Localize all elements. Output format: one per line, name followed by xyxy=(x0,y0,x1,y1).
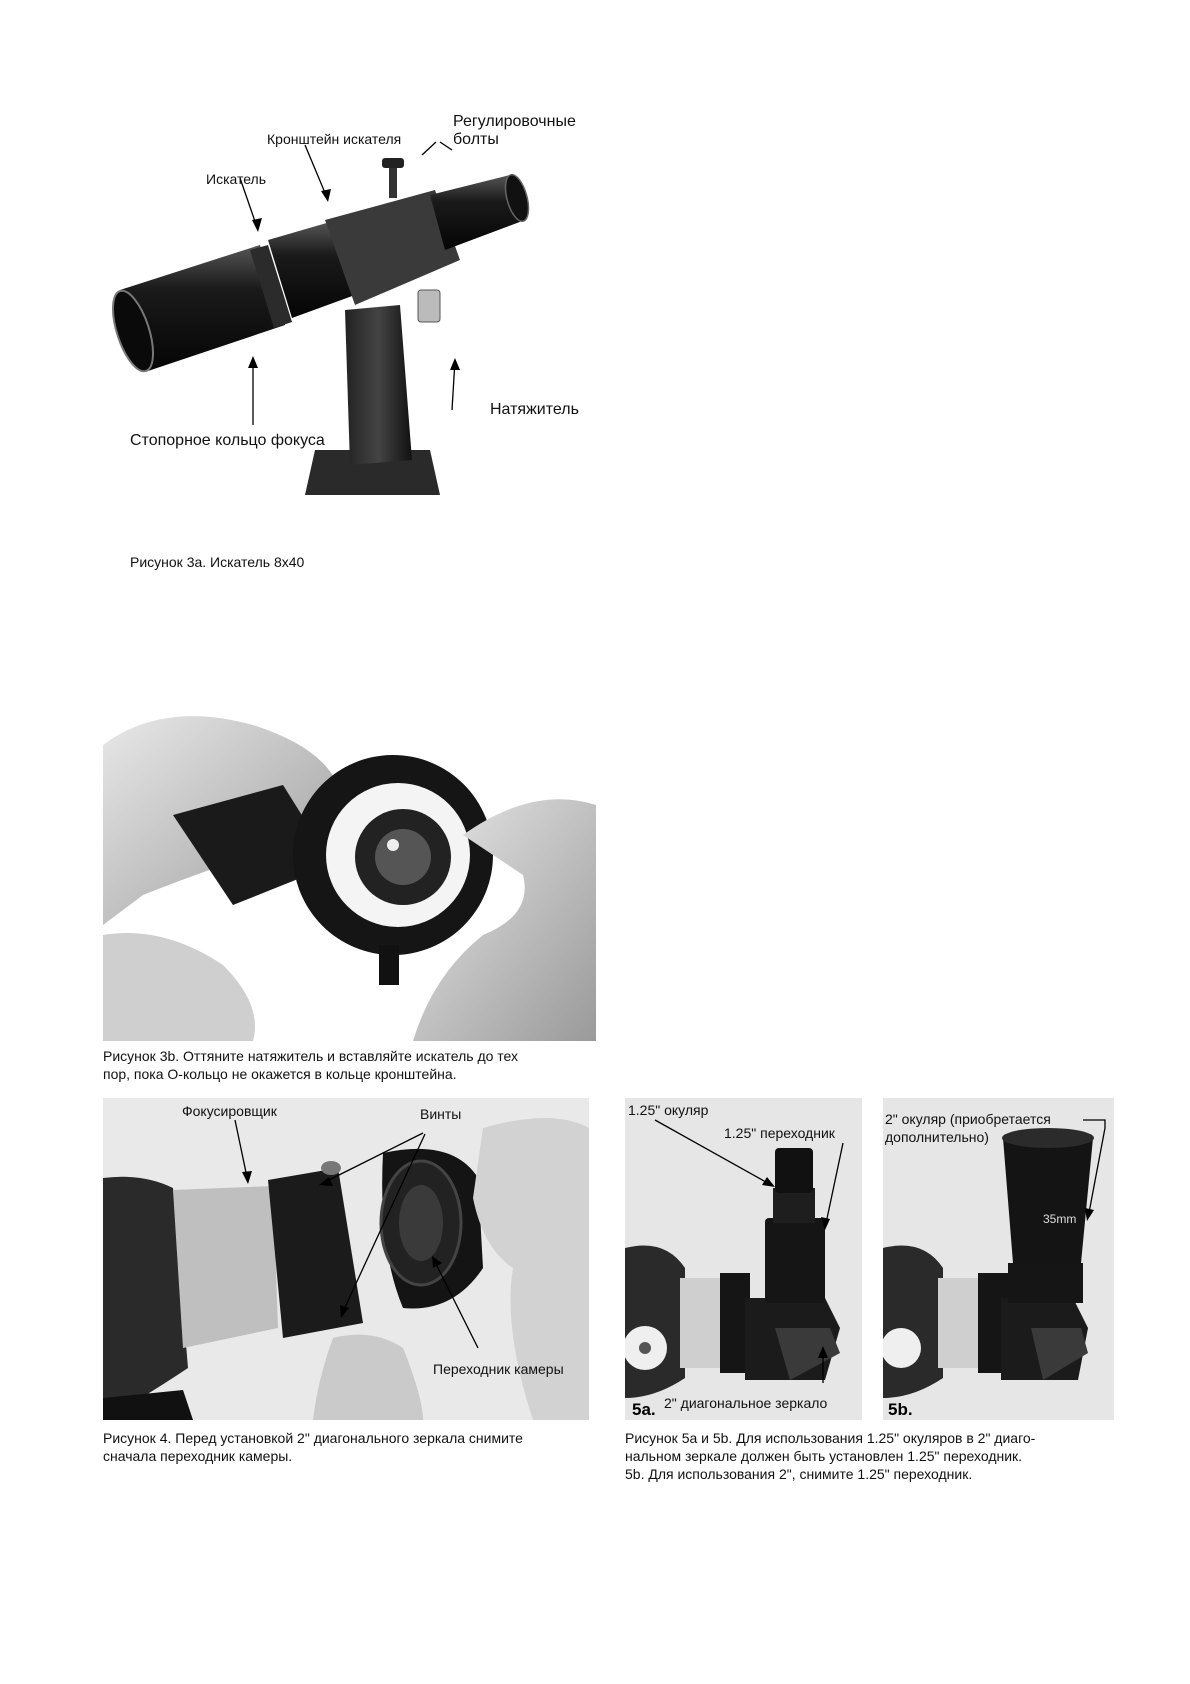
label-focus-lock-ring: Стопорное кольцо фокуса xyxy=(130,432,325,449)
label-eyepiece-2-line1: 2" окуляр (приобретается xyxy=(885,1111,1051,1127)
caption-5-line3: 5b. Для использования 2", снимите 1.25" переходник. xyxy=(625,1466,973,1482)
caption-3b-line1: Рисунок 3b. Оттяните натяжитель и вставляйте искатель до тех xyxy=(103,1048,519,1064)
label-adapter-125: 1.25" переходник xyxy=(724,1125,835,1141)
label-diagonal-2: 2" диагональное зеркало xyxy=(664,1395,828,1411)
label-adjust-bolts-line1: Регулировочные xyxy=(453,113,576,130)
caption-5-line2: нальном зеркале должен быть установлен 1.25" переходник. xyxy=(625,1448,1023,1464)
caption-3a: Рисунок 3a. Искатель 8x40 xyxy=(130,554,305,570)
figure-5a-arrows xyxy=(625,1098,862,1420)
caption-4-line2: сначала переходник камеры. xyxy=(103,1448,293,1464)
label-screws: Винты xyxy=(420,1106,462,1122)
label-finder-bracket: Кронштейн искателя xyxy=(267,131,402,147)
figure-5b-arrows xyxy=(883,1098,1114,1420)
label-eyepiece-125: 1.25" окуляр xyxy=(628,1102,709,1118)
tag-5b: 5b. xyxy=(888,1400,913,1419)
caption-3b-line2: пор, пока О-кольцо не окажется в кольце кронштейна. xyxy=(103,1066,457,1082)
label-finder: Искатель xyxy=(206,171,267,187)
label-camera-adapter: Переходник камеры xyxy=(433,1361,564,1377)
label-adjust-bolts-line2: болты xyxy=(453,131,499,148)
eyepiece-marking: 35mm xyxy=(1043,1212,1077,1226)
photo-3b xyxy=(103,705,596,1041)
figure-3a-arrows xyxy=(100,100,600,540)
label-tensioner: Натяжитель xyxy=(490,401,579,418)
label-focuser: Фокусировщик xyxy=(182,1103,277,1119)
caption-5-line1: Рисунок 5a и 5b. Для использования 1.25" окуляров в 2" диаго- xyxy=(625,1430,1036,1446)
caption-4-line1: Рисунок 4. Перед установкой 2" диагонального зеркала снимите xyxy=(103,1430,523,1446)
finder-insertion-photo xyxy=(103,705,596,1041)
label-eyepiece-2-line2: дополнительно) xyxy=(885,1129,989,1145)
tag-5a: 5a. xyxy=(632,1400,656,1419)
